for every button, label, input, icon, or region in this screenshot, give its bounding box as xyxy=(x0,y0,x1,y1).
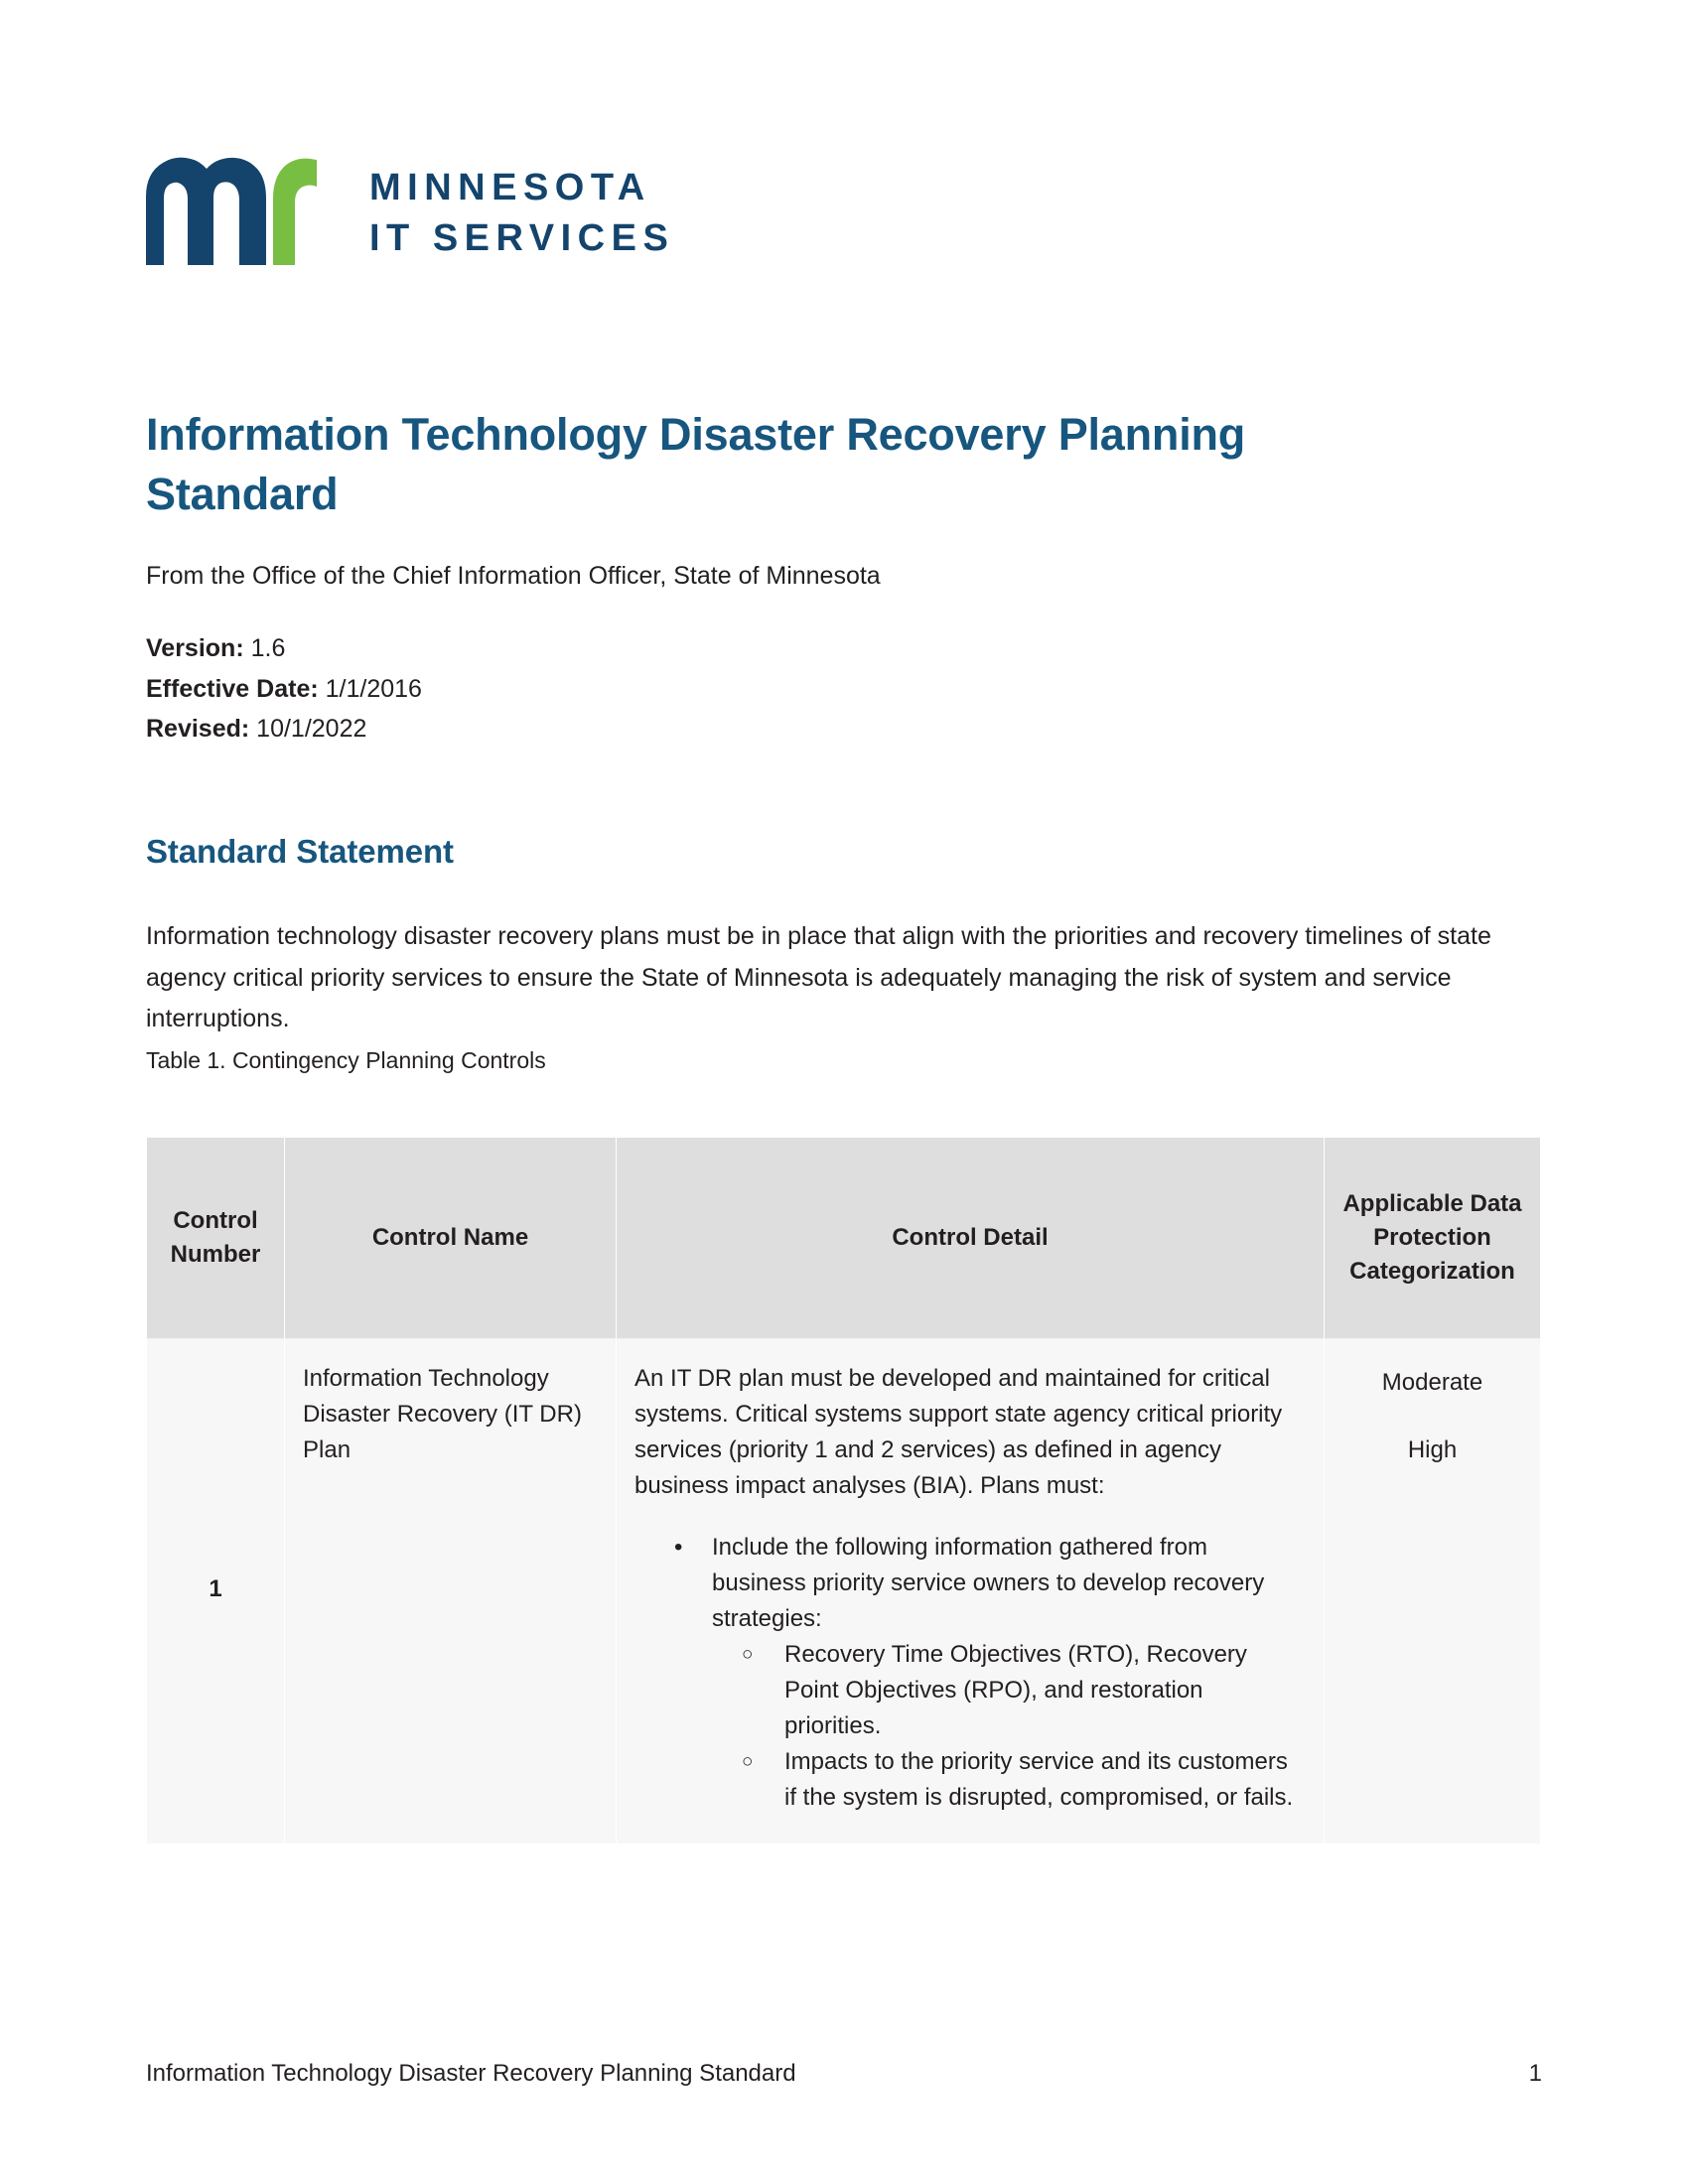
cell-control-name: Information Technology Disaster Recovery (IT DR) Plan xyxy=(285,1339,617,1844)
subbullet-text: Impacts to the priority service and its customers if the system is disrupted, compromised, or fails. xyxy=(784,1748,1294,1811)
cell-control-detail xyxy=(617,1339,1325,1844)
footer-page-number: 1 xyxy=(1528,2060,1542,2087)
cell-control-number: 1 xyxy=(147,1339,285,1844)
bullet-text: Include the following information gathered from business priority service owners to develop recovery strategies: xyxy=(712,1534,1265,1632)
column-header-control-name: Control Name xyxy=(285,1138,617,1339)
control-detail-intro: An IT DR plan must be developed and maintained for critical systems. Critical systems support state agency critical priority services (priority 1 and 2 services) as defined in agency business impact analyses (BIA). Plans must: xyxy=(634,1365,1283,1499)
column-header-control-detail: Control Detail xyxy=(617,1138,1325,1339)
section-heading-standard-statement: Standard Statement xyxy=(146,833,454,871)
mn-logo-mark-icon xyxy=(146,157,317,266)
revised-date-row xyxy=(146,709,422,750)
list-item xyxy=(712,1637,1306,1744)
list-item xyxy=(712,1744,1306,1816)
subbullet-text: Recovery Time Objectives (RTO), Recovery Point Objectives (RPO), and restoration priorities. xyxy=(784,1641,1247,1739)
table-header-row xyxy=(147,1138,1541,1339)
page-title: Information Technology Disaster Recovery Planning Standard xyxy=(146,409,1246,519)
control-detail-subbullet-list xyxy=(712,1637,1306,1816)
effective-date-row xyxy=(146,669,422,710)
table-row xyxy=(147,1339,1541,1844)
logo-line-minnesota: MINNESOTA xyxy=(369,167,651,208)
column-header-data-protection-categorization: Applicable Data Protection Categorization xyxy=(1325,1138,1541,1339)
revised-label: Revised: xyxy=(146,715,250,743)
logo-wordmark xyxy=(369,163,674,263)
version-row xyxy=(146,628,422,669)
version-label: Version: xyxy=(146,634,244,662)
effective-date-value: 1/1/2016 xyxy=(325,674,422,703)
cell-data-protection-categorization xyxy=(1325,1339,1541,1844)
office-attribution: From the Office of the Chief Information Officer, State of Minnesota xyxy=(146,562,881,590)
document-metadata xyxy=(146,628,422,750)
logo-line-it-services: IT SERVICES xyxy=(369,216,675,259)
standard-statement-paragraph: Information technology disaster recovery plans must be in place that align with the priorities and recovery timelines of state agency critical priority services to ensure the State of Minnesota is adequately managing the risk of system and service interruptions. xyxy=(146,922,1491,1032)
column-header-control-number: Control Number xyxy=(147,1138,285,1339)
categorization-moderate: Moderate xyxy=(1381,1369,1483,1396)
contingency-planning-controls-table xyxy=(146,1137,1541,1844)
list-item xyxy=(634,1530,1306,1816)
effective-date-label: Effective Date: xyxy=(146,674,319,703)
categorization-high: High xyxy=(1407,1436,1458,1463)
control-detail-bullet-list xyxy=(634,1530,1306,1816)
bullet-hollow-icon: ○ xyxy=(742,1751,754,1772)
footer-document-title: Information Technology Disaster Recovery Planning Standard xyxy=(146,2060,796,2087)
revised-value: 10/1/2022 xyxy=(256,715,367,743)
table-caption: Table 1. Contingency Planning Controls xyxy=(146,1047,546,1073)
mn-it-services-logo xyxy=(146,157,674,266)
bullet-hollow-icon: ○ xyxy=(742,1644,754,1665)
version-value: 1.6 xyxy=(250,634,286,662)
bullet-filled-icon: • xyxy=(674,1534,683,1561)
page-footer xyxy=(146,2060,1542,2088)
